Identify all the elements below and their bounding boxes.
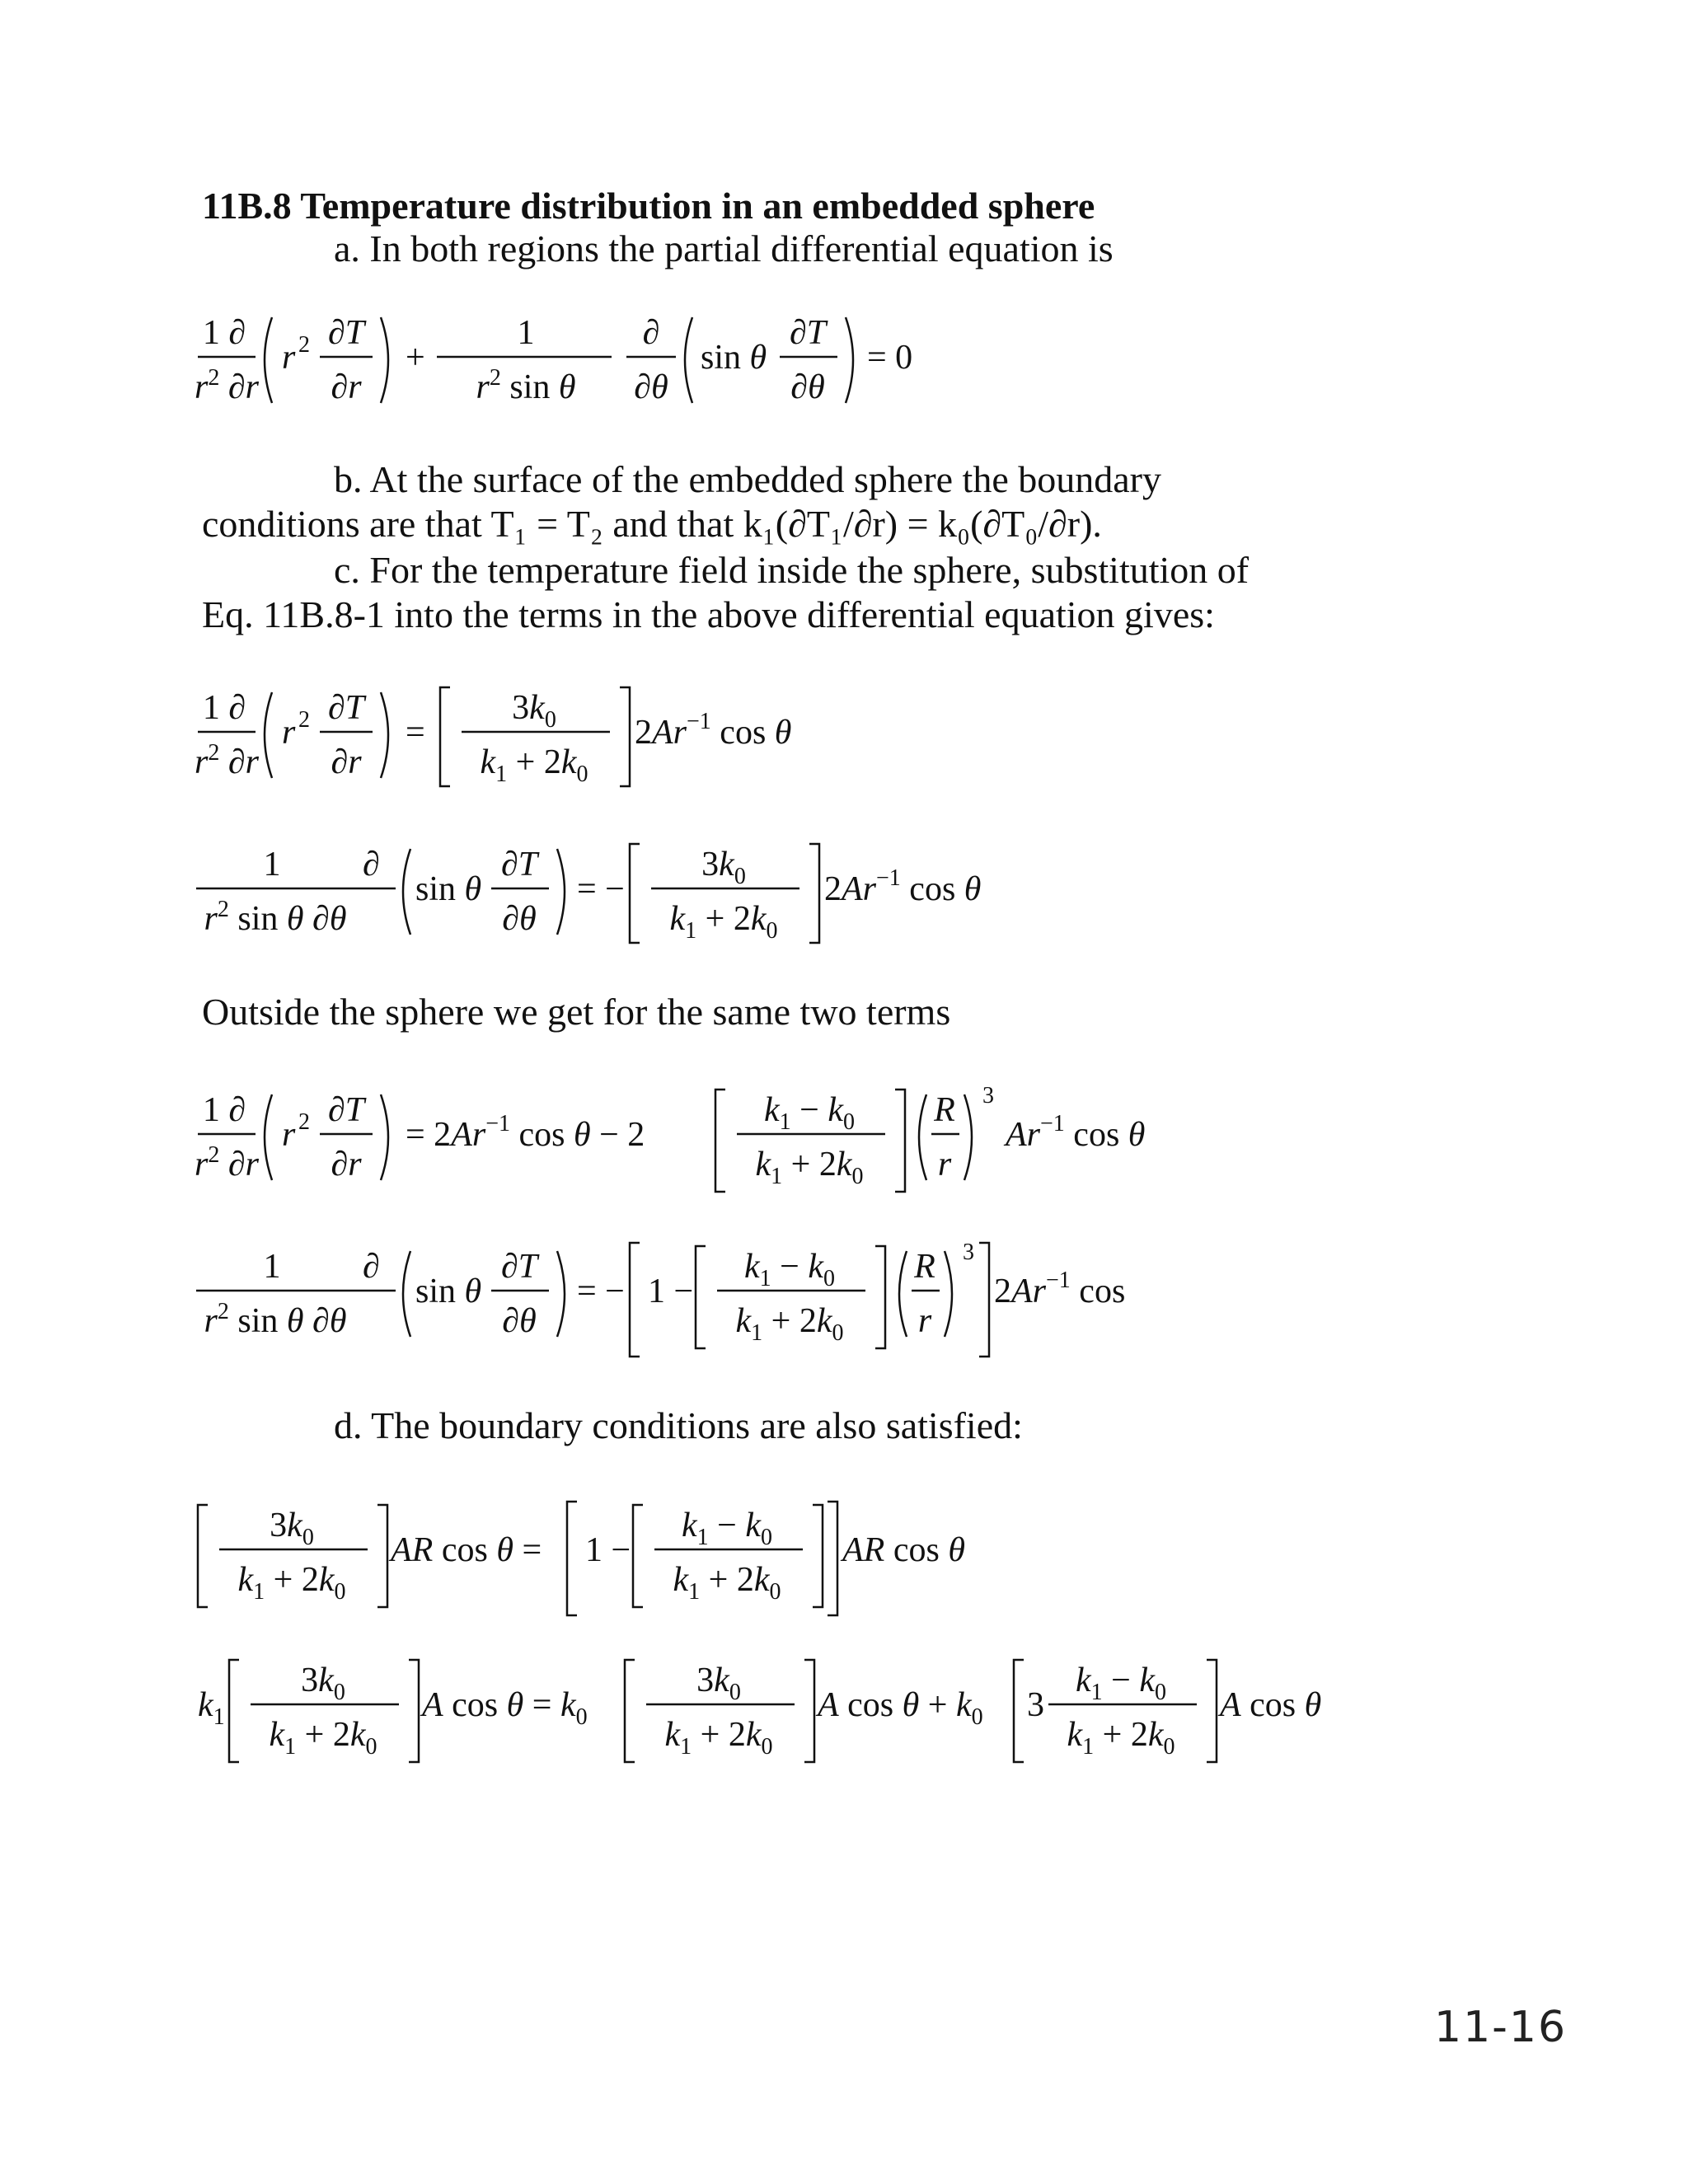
svg-text:=: = (406, 714, 425, 752)
svg-text:1 −: 1 − (585, 1531, 631, 1569)
svg-text:r2 ∂r: $r^2$ ∂r (195, 1142, 259, 1183)
svg-text:k1 − k0: $k_1 - k_0$ (764, 1091, 855, 1135)
svg-text:k1: $k_1$ (198, 1686, 225, 1730)
svg-text:sin θ: sin θ (415, 1272, 482, 1310)
svg-text:k1 + 2k0: $k_1 + 2k_0$ (237, 1561, 346, 1605)
svg-text:3k0: $3k_0$ (301, 1661, 345, 1705)
svg-text:Ar−1 cos θ: $Ar^{-1}$ cos θ (1006, 1111, 1146, 1154)
svg-text:∂r: ∂r (331, 1146, 362, 1183)
svg-text:∂T: ∂T (327, 689, 365, 727)
svg-text:sin θ: sin θ (415, 870, 482, 908)
svg-text:3k0: $3k_0$ (701, 846, 746, 889)
svg-text:sin θ: sin θ (701, 339, 767, 377)
svg-text:AR cos θ =: AR cos θ = (391, 1531, 542, 1569)
svg-text:2: 2 (298, 1109, 310, 1135)
svg-text:1: 1 (263, 846, 281, 883)
svg-text:AR cos θ: AR cos θ (842, 1531, 965, 1569)
svg-text:A cos θ: A cos θ (1220, 1686, 1322, 1724)
svg-text:r2 sin θ: $r^2$ sin θ (476, 365, 576, 406)
svg-text:k1 + 2k0: $k_1 + 2k_0$ (269, 1716, 377, 1760)
part-b-line1: b. At the surface of the embedded sphere the boundary (334, 458, 1161, 500)
svg-text:1 ∂: 1 ∂ (202, 314, 246, 352)
svg-text:R: R (934, 1091, 955, 1129)
svg-text:k1 + 2k0: $k_1 + 2k_0$ (1067, 1716, 1175, 1760)
svg-text:∂T: ∂T (789, 314, 827, 352)
svg-text:3: 3 (982, 1083, 994, 1108)
svg-text:k1 + 2k0: $k_1 + 2k_0$ (669, 900, 778, 944)
svg-text:k1 + 2k0: $k_1 + 2k_0$ (664, 1716, 773, 1760)
equation-pde (190, 309, 931, 416)
svg-text:r: r (282, 339, 296, 377)
svg-text:∂θ: ∂θ (634, 368, 668, 406)
svg-text:+: + (406, 339, 425, 377)
svg-text:3k0: $3k_0$ (696, 1661, 741, 1705)
svg-text:∂: ∂ (363, 1248, 380, 1286)
section-heading: 11B.8 Temperature distribution in an embedded sphere (202, 185, 1095, 227)
part-c-line2: Eq. 11B.8-1 into the terms in the above differential equation gives: (202, 593, 1215, 635)
equation-bc-flux (190, 1657, 1343, 1780)
svg-text:∂θ: ∂θ (502, 900, 537, 938)
svg-text:r: r (282, 1116, 296, 1154)
svg-text:3k0: $3k_0$ (270, 1507, 314, 1550)
svg-text:2Ar−1 cos θ: $2Ar^{-1}$ cos θ (824, 865, 982, 908)
equation-inside-theta-term (190, 841, 1014, 956)
page-number: 11-16 (1434, 2003, 1568, 2052)
svg-text:= −: = − (577, 870, 625, 908)
part-d-text: d. The boundary conditions are also satisfied: (334, 1404, 1023, 1446)
svg-text:1 −: 1 − (648, 1272, 694, 1310)
svg-text:∂T: ∂T (500, 846, 538, 883)
svg-text:= 0: = 0 (867, 339, 913, 377)
equation-bc-temperature (190, 1502, 1014, 1625)
svg-text:k1 − k0: $k_1 - k_0$ (1076, 1661, 1166, 1705)
svg-text:= 2Ar−1 cos θ − 2: = $2Ar^{-1}$ cos θ − 2 (406, 1111, 645, 1154)
equation-inside-r-term (190, 684, 890, 799)
svg-text:1 ∂: 1 ∂ (202, 1091, 246, 1129)
equation-outside-r-term (190, 1083, 1179, 1210)
svg-text:∂θ: ∂θ (502, 1302, 537, 1340)
svg-text:∂r: ∂r (331, 368, 362, 406)
svg-text:∂: ∂ (642, 314, 660, 352)
svg-text:r: r (282, 714, 296, 752)
svg-text:∂T: ∂T (327, 1091, 365, 1129)
svg-text:r2 sin θ ∂θ: $r^2$ sin θ ∂θ (204, 897, 347, 938)
svg-text:2: 2 (298, 707, 310, 733)
svg-text:r2 ∂r: $r^2$ ∂r (195, 740, 259, 781)
svg-text:1: 1 (517, 314, 535, 352)
svg-text:1: 1 (263, 1248, 281, 1286)
svg-text:∂: ∂ (363, 846, 380, 883)
part-a-text: a. In both regions the partial differential equation is (334, 227, 1114, 269)
part-c-line1: c. For the temperature field inside the sphere, substitution of (334, 549, 1250, 591)
svg-text:= −: = − (577, 1272, 625, 1310)
svg-text:R: R (914, 1248, 935, 1286)
svg-text:2Ar−1 cos θ: $2Ar^{-1}$ cos θ (635, 709, 792, 752)
svg-text:k1 − k0: $k_1 - k_0$ (682, 1507, 772, 1550)
svg-text:3: 3 (963, 1240, 974, 1265)
svg-text:∂θ: ∂θ (790, 368, 825, 406)
svg-text:A cos θ = k0: A $\cos \theta = k_0$ (422, 1686, 588, 1730)
svg-text:1 ∂: 1 ∂ (202, 689, 246, 727)
equation-outside-theta-term (190, 1240, 1179, 1375)
svg-text:r: r (917, 1302, 932, 1340)
svg-text:∂T: ∂T (327, 314, 365, 352)
outside-text: Outside the sphere we get for the same two terms (202, 991, 951, 1033)
svg-text:∂T: ∂T (500, 1248, 538, 1286)
svg-text:k1 + 2k0: $k_1 + 2k_0$ (755, 1146, 864, 1189)
svg-text:∂r: ∂r (331, 743, 362, 781)
svg-text:r2 ∂r: $r^2$ ∂r (195, 365, 259, 406)
svg-text:r2 sin θ ∂θ: $r^2$ sin θ ∂θ (204, 1299, 347, 1340)
svg-text:2: 2 (298, 332, 310, 358)
svg-text:k1 − k0: $k_1 - k_0$ (744, 1248, 835, 1291)
svg-text:3k0: $3k_0$ (512, 689, 556, 733)
svg-text:k1 + 2k0: $k_1 + 2k_0$ (735, 1302, 844, 1346)
svg-text:3: 3 (1027, 1686, 1044, 1724)
svg-text:2Ar−1 cos: $2Ar^{-1}$ cos (994, 1268, 1126, 1310)
svg-text:r: r (937, 1146, 952, 1183)
svg-text:k1 + 2k0: $k_1 + 2k_0$ (480, 743, 588, 787)
svg-text:k1 + 2k0: $k_1 + 2k_0$ (673, 1561, 781, 1605)
part-b-line2: conditions are that T₁ = T₂ and that k₁(∂T₁/∂r) = k₀(∂T₀/∂r). (202, 503, 1102, 545)
svg-text:A cos θ + k0: A $\cos \theta + k_0$ (818, 1686, 983, 1730)
